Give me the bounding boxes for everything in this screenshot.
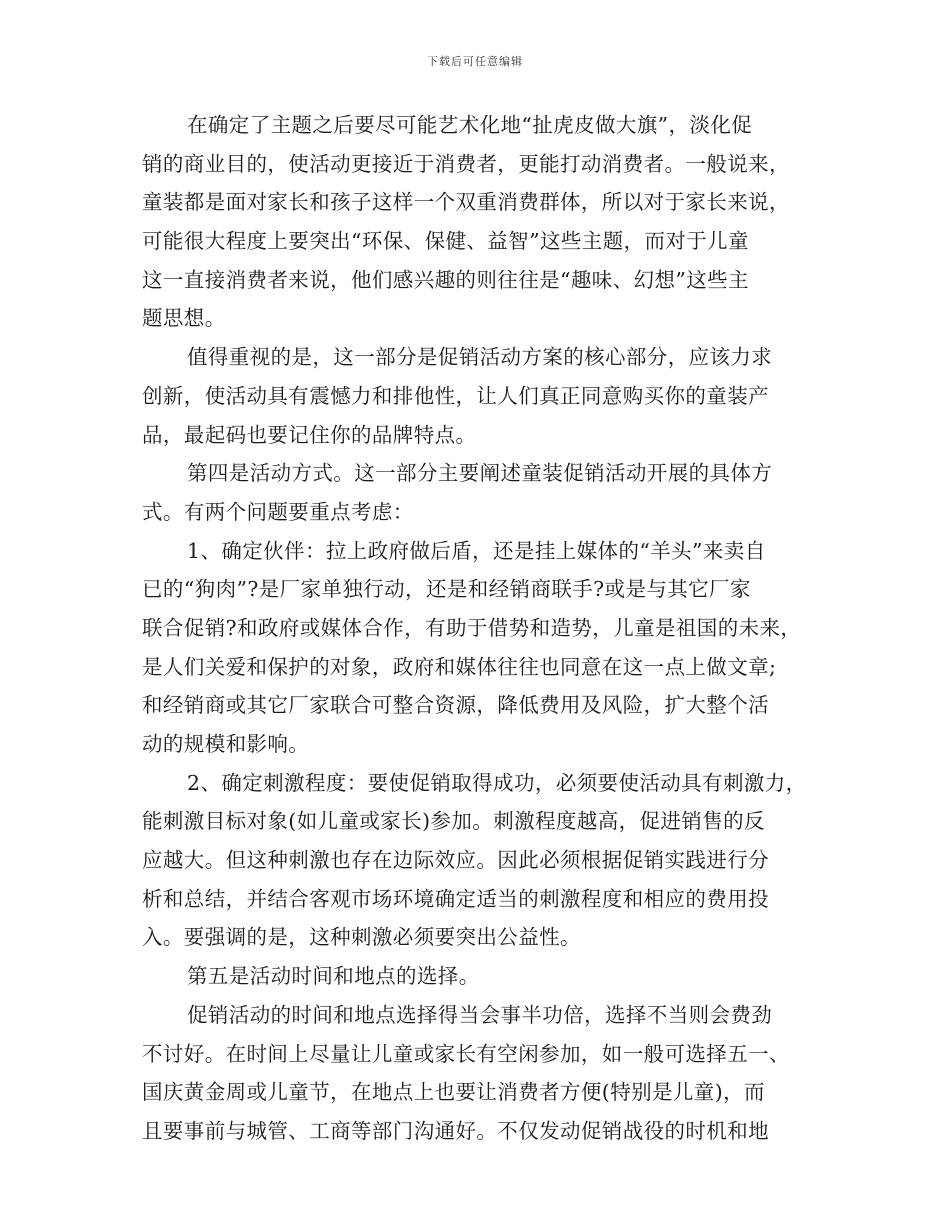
text-line: 值得重视的是，这一部分是促销活动方案的核心部分，应该力求: [187, 345, 773, 370]
text-line: 销的商业目的，使活动更接近于消费者，更能打动消费者。一般说来，: [142, 151, 790, 176]
text-line: 且要事前与城管、工商等部门沟通好。不仅发动促销战役的时机和地: [142, 1118, 769, 1143]
text-line: 是人们关爱和保护的对象，政府和媒体往往也同意在这一点上做文章;: [142, 654, 777, 679]
text-line: 入。要强调的是，这种刺激必须要突出公益性。: [142, 925, 581, 950]
text-line: 能刺激目标对象(如儿童或家长)参加。刺激程度越高，促进销售的反: [142, 809, 765, 834]
text-line: 2、确定刺激程度：要使促销取得成功，必须要使活动具有刺激力，: [187, 770, 807, 795]
text-line: 动的规模和影响。: [142, 732, 310, 756]
text-line: 应越大。但这种刺激也存在边际效应。因此必须根据促销实践进行分: [142, 848, 769, 873]
text-line: 题思想。: [142, 306, 226, 331]
text-line: 可能很大程度上要突出“环保、保健、益智”这些主题，而对于儿童: [142, 229, 749, 254]
text-line: 不讨好。在时间上尽量让儿童或家长有空闲参加，如一般可选择五一、: [142, 1041, 790, 1066]
text-line: 第四是活动方式。这一部分主要阐述童装促销活动开展的具体方: [187, 461, 773, 486]
text-line: 童装都是面对家长和孩子这样一个双重消费群体，所以对于家长来说，: [142, 190, 790, 215]
text-line: 析和总结，并结合客观市场环境确定适当的刺激程度和相应的费用投: [142, 886, 769, 911]
text-line: 和经销商或其它厂家联合可整合资源，降低费用及风险，扩大整个活: [142, 693, 769, 718]
text-line: 品，最起码也要记住你的品牌特点。: [142, 422, 477, 447]
text-line: 第五是活动时间和地点的选择。: [187, 964, 480, 989]
document-body: [142, 106, 820, 1151]
text-line: 式。有两个问题要重点考虑：: [142, 499, 414, 524]
text-line: 1、确定伙伴：拉上政府做后盾，还是挂上媒体的“羊头”来卖自: [187, 538, 766, 563]
text-line: 已的“狗肉”?是厂家单独行动，还是和经销商联手?或是与其它厂家: [142, 577, 751, 602]
text-line: 创新，使活动具有震憾力和排他性，让人们真正同意购买你的童装产: [142, 383, 769, 408]
text-line: 在确定了主题之后要尽可能艺术化地“扯虎皮做大旗”，淡化促: [187, 113, 753, 137]
text-line: 促销活动的时间和地点选择得当会事半功倍，选择不当则会费劲: [187, 1002, 773, 1027]
text-line: 联合促销?和政府或媒体合作，有助于借势和造势，儿童是祖国的未来，: [142, 615, 802, 640]
page-header: 下载后可任意编辑: [427, 55, 523, 68]
text-line: 这一直接消费者来说，他们感兴趣的则往往是“趣味、幻想”这些主: [142, 267, 749, 292]
text-line: 国庆黄金周或儿童节，在地点上也要让消费者方便(特别是儿童)，而: [142, 1080, 765, 1105]
